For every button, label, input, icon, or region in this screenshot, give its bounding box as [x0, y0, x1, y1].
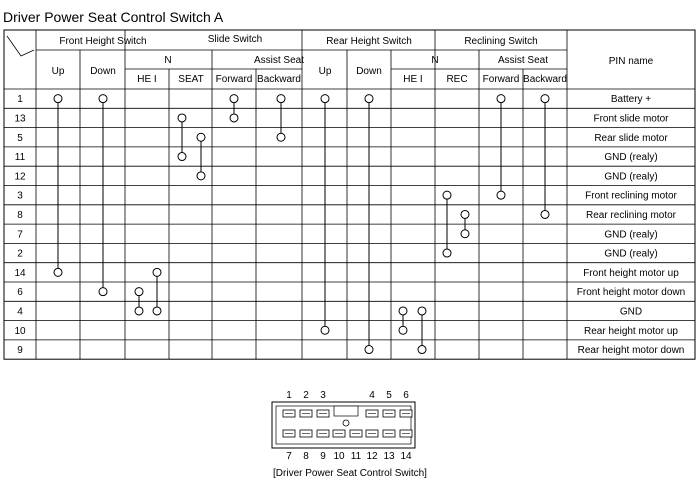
pin-slot: [317, 410, 329, 417]
header-recline-forward: Forward: [482, 74, 520, 85]
table-row-pin-name: Rear height motor up: [584, 325, 678, 337]
table-row-pin: 6: [17, 287, 23, 299]
connector-pin-label-top: 1: [286, 390, 292, 401]
continuity-terminal: [443, 249, 451, 257]
continuity-terminal: [277, 133, 285, 141]
connector-pin-2: [300, 410, 312, 417]
table-row-pin-name: GND (realy): [604, 229, 658, 241]
header-rear-up: Up: [318, 66, 332, 77]
continuity-recl_backward: [541, 95, 549, 219]
connector-pin-4: [366, 410, 378, 417]
connector-pin-label-bottom: 12: [366, 451, 378, 462]
connector-pin-1: [283, 410, 295, 417]
connector-pin-12: [366, 430, 378, 437]
header-front-up: Up: [51, 66, 65, 77]
table-row-pin: 2: [17, 248, 23, 260]
connector-pin-8: [300, 430, 312, 437]
header-slide-n: N: [164, 55, 172, 66]
connector-pin-label-bottom: 11: [350, 451, 362, 462]
continuity-terminal: [497, 191, 505, 199]
continuity-front_n_seat: [153, 268, 161, 315]
header-slide-backward: Backward: [257, 74, 301, 85]
continuity-terminal: [418, 346, 426, 354]
connector-pin-9: [317, 430, 329, 437]
connector-pin-label-bottom: 10: [333, 451, 345, 462]
pin-slot: [350, 430, 362, 437]
connector-pin-label-bottom: 13: [383, 451, 395, 462]
pin-slot: [400, 430, 412, 437]
continuity-terminal: [418, 307, 426, 315]
connector-pin-14: [400, 430, 412, 437]
header-slide-assist-seat: Assist Seat: [253, 55, 305, 66]
connector-pin-label-top: 2: [303, 390, 309, 401]
page-title: Driver Power Seat Control Switch A: [3, 9, 224, 25]
pin-slot: [333, 430, 345, 437]
pin-slot: [383, 410, 395, 417]
pin-slot: [383, 430, 395, 437]
table-row-pin-name: Front reclining motor: [585, 190, 677, 202]
continuity-terminal: [197, 172, 205, 180]
header-slide-hei: HE I: [137, 74, 157, 85]
connector-pin-6: [400, 410, 412, 417]
connector-pin-13: [383, 430, 395, 437]
connector-inner-frame: [276, 406, 411, 444]
table-row-pin: 11: [14, 152, 26, 164]
table-row-pin-name: Rear slide motor: [594, 132, 668, 144]
header-slide-forward: Forward: [215, 74, 253, 85]
table-row-pin: 13: [14, 113, 26, 125]
connector-pin-label-top: 5: [386, 390, 392, 401]
header-pin-name: PIN name: [608, 56, 654, 67]
pin-slot: [366, 430, 378, 437]
continuity-terminal: [321, 326, 329, 334]
table-row-pin-name: Front height motor down: [576, 287, 686, 299]
table-row-pin: 7: [17, 229, 23, 241]
continuity-terminal: [365, 346, 373, 354]
pin-slot: [366, 410, 378, 417]
header-recline-rec: REC: [446, 74, 468, 85]
continuity-terminal: [54, 268, 62, 276]
pin-slot: [283, 430, 295, 437]
continuity-slide_n_hei: [178, 114, 186, 161]
continuity-terminal: [541, 95, 549, 103]
table-row-pin: 1: [17, 94, 23, 106]
continuity-terminal: [54, 95, 62, 103]
table-row-pin-name: Front slide motor: [593, 113, 669, 125]
header-front-height-switch: Front Height Switch: [59, 36, 147, 47]
connector-pin-label-bottom: 9: [320, 451, 326, 462]
connector-key: [334, 406, 358, 416]
table-row-pin: 10: [14, 325, 26, 337]
table-row-pin: 14: [14, 267, 26, 279]
continuity-terminal: [277, 95, 285, 103]
corner-diagonal: [7, 36, 34, 56]
connector-housing: [272, 402, 415, 448]
connector-pin-label-top: 4: [369, 390, 375, 401]
connector-pin-label-bottom: 14: [400, 451, 412, 462]
table-row-pin-name: Rear reclining motor: [585, 209, 677, 221]
header-recline-backward: Backward: [523, 74, 567, 85]
continuity-slide_n_seat: [197, 133, 205, 180]
table-row-pin: 3: [17, 190, 23, 202]
connector-pin-5: [383, 410, 395, 417]
connector-pin-label-bottom: 8: [303, 451, 309, 462]
header-slide-seat: SEAT: [178, 74, 204, 85]
header-recline-n: N: [431, 55, 439, 66]
continuity-terminal: [99, 288, 107, 296]
continuity-terminal: [443, 191, 451, 199]
continuity-terminal: [135, 307, 143, 315]
pin-slot: [317, 430, 329, 437]
continuity-terminal: [153, 268, 161, 276]
header-rear-down: Down: [356, 66, 382, 77]
continuity-slide_backward: [277, 95, 285, 142]
table-row-pin: 8: [17, 209, 23, 221]
continuity-terminal: [178, 114, 186, 122]
header-reclining-switch: Reclining Switch: [464, 36, 538, 47]
table-row-pin-name: GND (realy): [604, 171, 658, 183]
connector-pin-label-top: 6: [403, 390, 409, 401]
pin-slot: [300, 410, 312, 417]
header-recline-assist-seat: Assist Seat: [497, 55, 549, 66]
continuity-rear_n_rec: [418, 307, 426, 354]
connector-pin-label-top: 3: [320, 390, 326, 401]
continuity-terminal: [178, 153, 186, 161]
continuity-terminal: [461, 230, 469, 238]
continuity-terminal: [399, 307, 407, 315]
header-recline-hei: HE I: [403, 74, 423, 85]
table-row-pin-name: GND: [619, 306, 643, 318]
continuity-rear_up: [321, 95, 329, 335]
connector-pin-10: [333, 430, 345, 437]
table-row-pin: 4: [17, 306, 23, 318]
table-row-pin: 9: [17, 345, 23, 357]
pin-slot: [400, 410, 412, 417]
table-row-pin: 5: [17, 132, 23, 144]
continuity-terminal: [461, 210, 469, 218]
continuity-terminal: [99, 95, 107, 103]
header-front-down: Down: [90, 66, 116, 77]
table-row-pin-name: GND (realy): [604, 248, 658, 260]
continuity-front_down: [99, 95, 107, 296]
continuity-terminal: [230, 95, 238, 103]
continuity-terminal: [135, 288, 143, 296]
continuity-terminal: [399, 326, 407, 334]
continuity-terminal: [321, 95, 329, 103]
continuity-terminal: [541, 210, 549, 218]
connector-pin-7: [283, 430, 295, 437]
continuity-terminal: [230, 114, 238, 122]
continuity-terminal: [197, 133, 205, 141]
connector-center-circle: [343, 420, 349, 426]
table-row-pin-name: GND (realy): [604, 152, 658, 164]
continuity-terminal: [153, 307, 161, 315]
connector-pin-label-bottom: 7: [286, 451, 292, 462]
connector-pin-3: [317, 410, 329, 417]
header-rear-height-switch: Rear Height Switch: [326, 36, 412, 47]
continuity-terminal: [365, 95, 373, 103]
connector-pin-11: [350, 430, 362, 437]
header-slide-switch: Slide Switch: [207, 34, 263, 45]
table-row-pin-name: Front height motor up: [583, 267, 679, 279]
table-row-pin-name: Battery +: [610, 94, 652, 106]
table-row-pin-name: Rear height motor down: [577, 345, 685, 357]
pin-slot: [283, 410, 295, 417]
continuity-terminal: [497, 95, 505, 103]
table-row-pin: 12: [14, 171, 26, 183]
pin-slot: [300, 430, 312, 437]
connector-caption: [Driver Power Seat Control Switch]: [273, 468, 427, 479]
